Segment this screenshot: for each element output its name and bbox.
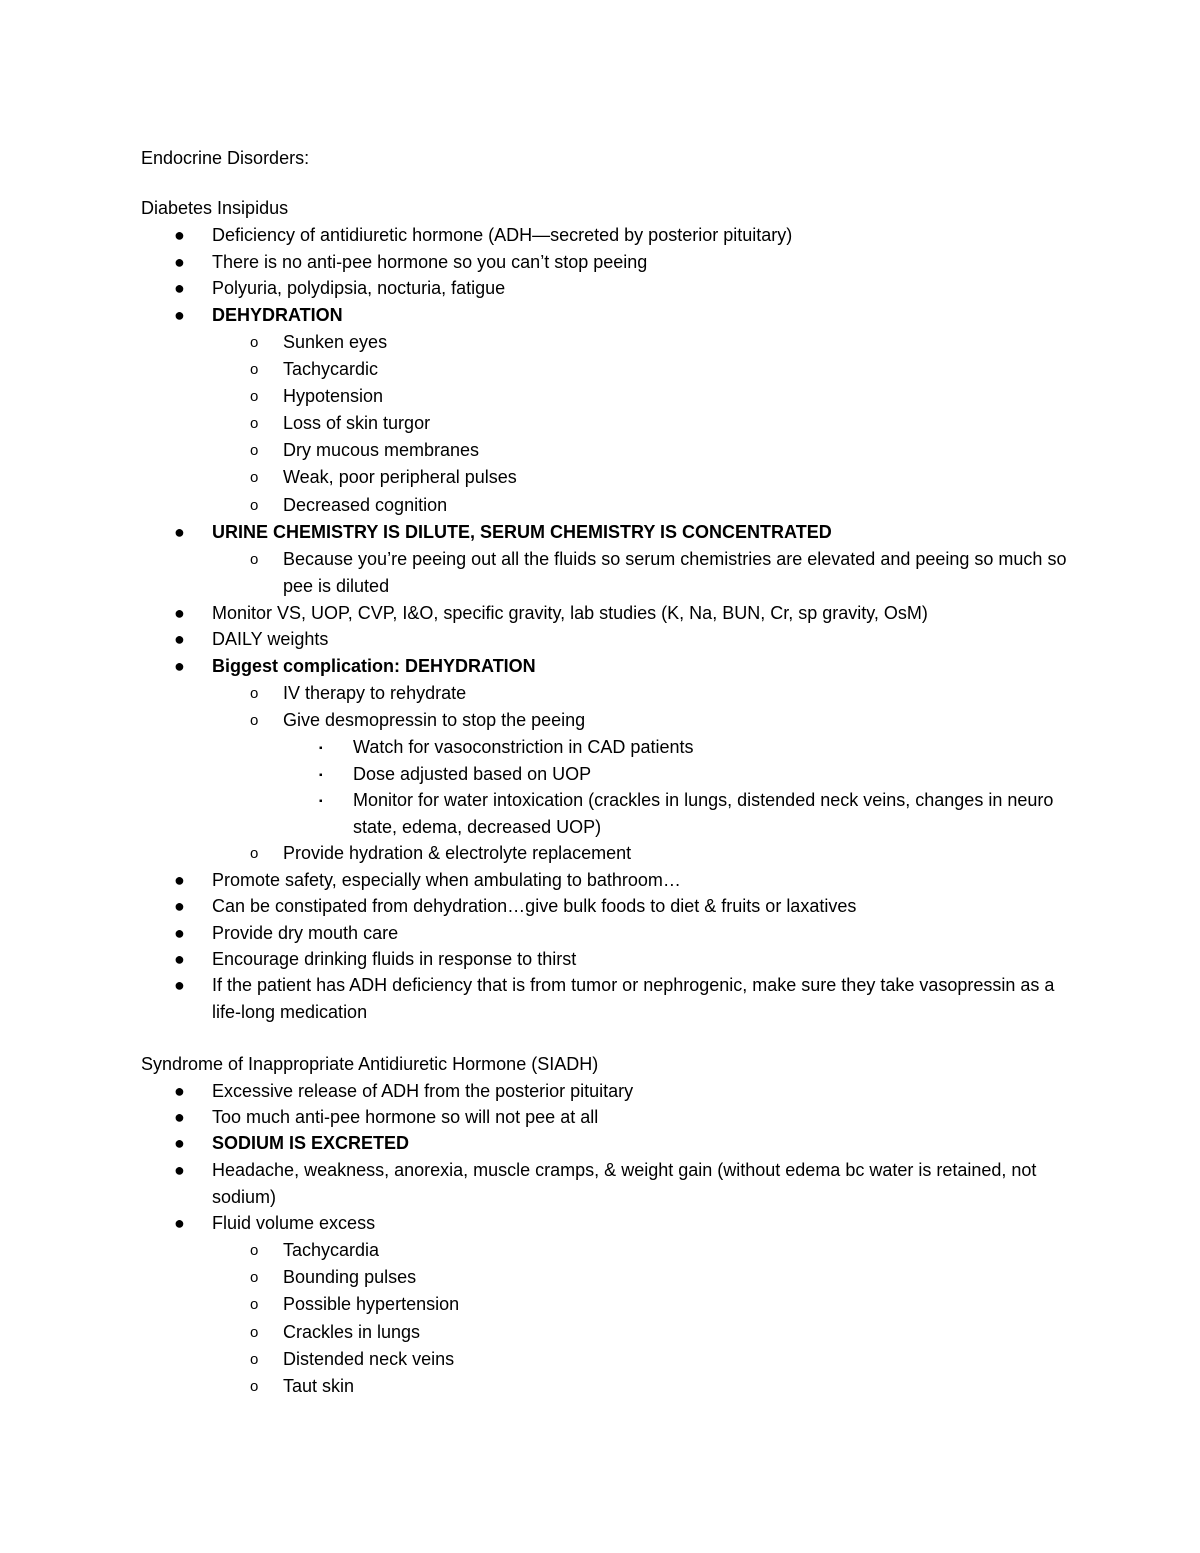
list-item: ▪ Monitor for water intoxication (crackles in lungs, distended neck veins, changes in neuro state, edema, decreased UOP) [319,790,1054,837]
list-item: ● Fluid volume excess [212,1210,1082,1237]
list-item: ● Provide dry mouth care [212,920,1082,947]
bullet-icon: ● [174,278,185,298]
list-item: ▪ Watch for vasoconstriction in CAD patients [353,734,1073,761]
bullet-icon: ● [174,923,185,943]
list-item: ● Can be constipated from dehydration…give bulk foods to diet & fruits or laxatives [212,893,1082,920]
section-heading-diabetes-insipidus: Diabetes Insipidus [141,198,289,218]
bullet-icon: o [250,1351,259,1368]
bullet-icon: ● [174,225,185,245]
bullet-icon: ● [174,1133,185,1153]
list-item: ● SODIUM IS EXCRETED [212,1130,1082,1157]
bullet-icon: ● [174,629,185,649]
list-item: ● DEHYDRATION [212,302,1082,329]
bullet-icon: o [250,442,259,459]
list-item: ● Encourage drinking fluids in response to thirst [212,946,1082,973]
bullet-icon: o [250,845,259,862]
bullet-icon: o [250,1324,259,1341]
list-item: ● URINE CHEMISTRY IS DILUTE, SERUM CHEMISTRY IS CONCENTRATED [212,519,1082,546]
bullet-icon: ● [174,949,185,969]
bullet-icon: ● [174,870,185,890]
section-heading-siadh: Syndrome of Inappropriate Antidiuretic Hormone (SIADH) [141,1054,599,1074]
list-item: o Distended neck veins [283,1346,1073,1373]
bullet-icon: o [250,388,259,405]
bullet-icon: o [250,712,259,729]
bullet-icon: o [250,1296,259,1313]
bullet-icon: o [250,469,259,486]
list-item: o Dry mucous membranes [283,437,1073,464]
list-item: o Tachycardic [283,356,1073,383]
list-item: o Provide hydration & electrolyte replacement [283,840,1073,867]
bullet-icon: o [250,361,259,378]
list-item: ● If the patient has ADH deficiency that is from tumor or nephrogenic, make sure they take vasopressin as a life-long medication [212,972,1082,1026]
list-item: o Because you’re peeing out all the fluids so serum chemistries are elevated and peeing so much so pee is diluted [283,546,1073,600]
list-item: o Possible hypertension [283,1291,1073,1318]
bullet-icon: ▪ [319,743,323,754]
list-item: ▪ Dose adjusted based on UOP [353,761,1073,788]
bullet-icon: ● [174,252,185,272]
bullet-icon: ● [174,1213,185,1233]
bullet-icon: ● [174,603,185,623]
bullet-icon: ● [174,896,185,916]
list-item: o Tachycardia [283,1237,1073,1264]
bullet-icon: ● [174,975,185,995]
bullet-icon: ● [174,1160,185,1180]
list-item: o Taut skin [283,1373,1073,1400]
bullet-icon: ▪ [319,770,323,781]
list-item: o IV therapy to rehydrate [283,680,1073,707]
document-title: Endocrine Disorders: [141,148,310,168]
bullet-icon: o [250,1378,259,1395]
list-item: ● Promote safety, especially when ambulating to bathroom… [212,867,1082,894]
bullet-icon: o [250,1242,259,1259]
list-item: o Decreased cognition [283,492,1073,519]
list-item: ● Biggest complication: DEHYDRATION [212,653,1082,680]
list-item: ● Monitor VS, UOP, CVP, I&O, specific gravity, lab studies (K, Na, BUN, Cr, sp gravity, OsM) [212,600,1082,627]
bullet-icon: o [250,1269,259,1286]
list-item: o Give desmopressin to stop the peeing [283,707,1073,734]
list-item: o Hypotension [283,383,1073,410]
list-item: ● Polyuria, polydipsia, nocturia, fatigue [212,275,1082,302]
bullet-icon: o [250,334,259,351]
bullet-icon: ● [174,1107,185,1127]
list-item: o Crackles in lungs [283,1319,1073,1346]
list-item: ● Headache, weakness, anorexia, muscle cramps, & weight gain (without edema bc water is retained, not sodium) [212,1157,1082,1211]
bullet-icon: ● [174,305,185,325]
list-item: ● Excessive release of ADH from the posterior pituitary [212,1078,1082,1105]
bullet-icon: ● [174,656,185,676]
list-item: ● Deficiency of antidiuretic hormone (ADH—secreted by posterior pituitary) [212,222,1082,249]
list-item: ● Too much anti-pee hormone so will not pee at all [212,1104,1082,1131]
bullet-icon: ● [174,1081,185,1101]
bullet-icon: o [250,551,259,568]
list-item: ● DAILY weights [212,626,1082,653]
list-item: o Bounding pulses [283,1264,1073,1291]
bullet-icon: o [250,497,259,514]
bullet-icon: o [250,415,259,432]
list-item: o Loss of skin turgor [283,410,1073,437]
list-item: o Sunken eyes [283,329,1073,356]
bullet-icon: ▪ [319,796,323,807]
list-item: ● There is no anti-pee hormone so you can’t stop peeing [212,249,1082,276]
bullet-icon: o [250,685,259,702]
list-item: o Weak, poor peripheral pulses [283,464,1073,491]
bullet-icon: ● [174,522,185,542]
